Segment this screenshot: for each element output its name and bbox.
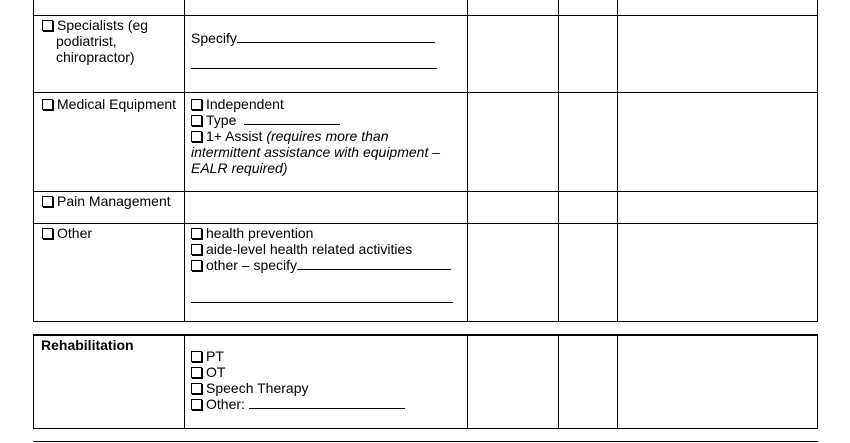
checkbox-assist[interactable] <box>191 131 202 142</box>
option-pt: PT <box>206 348 224 364</box>
grid-vline-3 <box>467 0 468 322</box>
checkbox-pain-management[interactable] <box>42 196 53 207</box>
other-specify-line2-wrap <box>191 290 453 306</box>
option-ot: OT <box>206 364 226 380</box>
grid-vline-r3 <box>467 334 468 429</box>
assist-note-line2-wrap <box>191 144 440 160</box>
grid-hline-3 <box>33 191 818 192</box>
option-assist-wrap[interactable] <box>191 128 388 144</box>
specialists-label[interactable] <box>42 17 148 33</box>
pain-management-label-wrap[interactable] <box>42 193 171 209</box>
grid-hline-bottom-edge <box>33 441 818 442</box>
specialists-specify-blank-2[interactable] <box>191 56 437 69</box>
other-specify-blank-2[interactable] <box>191 290 453 303</box>
option-other-specify-wrap[interactable] <box>191 257 451 273</box>
assist-note-line2: intermittent assistance with equipment – <box>191 144 441 160</box>
checkbox-specialists[interactable] <box>42 20 53 31</box>
grid-hline-2 <box>33 92 818 93</box>
assist-note-line1: (requires more than <box>266 128 389 144</box>
specialists-specify-wrap <box>191 30 435 46</box>
grid-vline-6 <box>817 0 818 322</box>
option-rehab-other: Other: <box>206 396 245 412</box>
grid-vline-r1 <box>33 334 34 429</box>
grid-hline-4 <box>33 223 818 224</box>
specialists-specify-label: Specify <box>191 30 237 46</box>
grid-vline-2 <box>184 0 185 322</box>
option-other-specify: other – specify <box>206 257 298 273</box>
specialists-label-line2-wrap <box>56 33 117 49</box>
checkbox-independent[interactable] <box>191 99 202 110</box>
grid-hline-5 <box>33 321 818 322</box>
option-independent: Independent <box>206 96 284 112</box>
checkbox-type[interactable] <box>191 115 202 126</box>
option-type-wrap[interactable] <box>191 112 340 128</box>
option-independent-wrap[interactable] <box>191 96 284 112</box>
rehab-other-blank[interactable] <box>249 396 405 409</box>
option-speech-therapy-wrap[interactable] <box>191 380 308 396</box>
checkbox-other[interactable] <box>42 228 53 239</box>
option-speech-therapy: Speech Therapy <box>206 380 309 396</box>
specialists-label-line1: Specialists (eg <box>57 17 149 33</box>
checkbox-other-specify[interactable] <box>191 260 202 271</box>
other-label: Other <box>57 225 93 241</box>
checkbox-rehab-other[interactable] <box>191 399 202 410</box>
medical-equipment-label-wrap[interactable] <box>42 96 176 112</box>
option-type: Type <box>206 112 237 128</box>
assist-note-line3: EALR required) <box>191 160 288 176</box>
option-rehab-other-wrap[interactable] <box>191 396 405 412</box>
grid-vline-1 <box>33 0 34 322</box>
checkbox-aide-level[interactable] <box>191 244 202 255</box>
option-ot-wrap[interactable] <box>191 364 225 380</box>
pain-management-label: Pain Management <box>57 193 171 209</box>
checkbox-pt[interactable] <box>191 351 202 362</box>
specialists-label-line3: chiropractor) <box>56 49 135 65</box>
grid-vline-r4 <box>558 334 559 429</box>
checkbox-speech-therapy[interactable] <box>191 383 202 394</box>
grid-hline-1 <box>33 15 818 16</box>
specialists-specify-blank[interactable] <box>237 30 435 43</box>
other-label-wrap[interactable] <box>42 225 92 241</box>
medical-equipment-label: Medical Equipment <box>57 96 177 112</box>
grid-vline-5 <box>617 0 618 322</box>
option-pt-wrap[interactable] <box>191 348 224 364</box>
rehabilitation-heading-wrap <box>41 337 134 353</box>
option-assist: 1+ Assist <box>206 128 263 144</box>
grid-vline-r6 <box>817 334 818 429</box>
grid-vline-4 <box>558 0 559 322</box>
option-health-prevention: health prevention <box>206 225 314 241</box>
option-aide-level: aide-level health related activities <box>206 241 413 257</box>
grid-hline-rehab-top <box>33 334 818 336</box>
other-specify-blank[interactable] <box>297 257 451 270</box>
grid-hline-rehab-bottom <box>33 428 818 429</box>
assist-note-line3-wrap <box>191 160 288 176</box>
rehabilitation-heading: Rehabilitation <box>41 337 134 353</box>
checkbox-medical-equipment[interactable] <box>42 99 53 110</box>
specialists-specify-line2-wrap <box>191 56 437 72</box>
grid-vline-r2 <box>184 334 185 429</box>
specialists-label-line3-wrap <box>56 49 135 65</box>
specialists-label-line2: podiatrist, <box>56 33 117 49</box>
checkbox-ot[interactable] <box>191 367 202 378</box>
grid-vline-r5 <box>617 334 618 429</box>
checkbox-health-prevention[interactable] <box>191 228 202 239</box>
type-blank[interactable] <box>244 112 340 125</box>
option-health-prevention-wrap[interactable] <box>191 225 313 241</box>
option-aide-level-wrap[interactable] <box>191 241 412 257</box>
